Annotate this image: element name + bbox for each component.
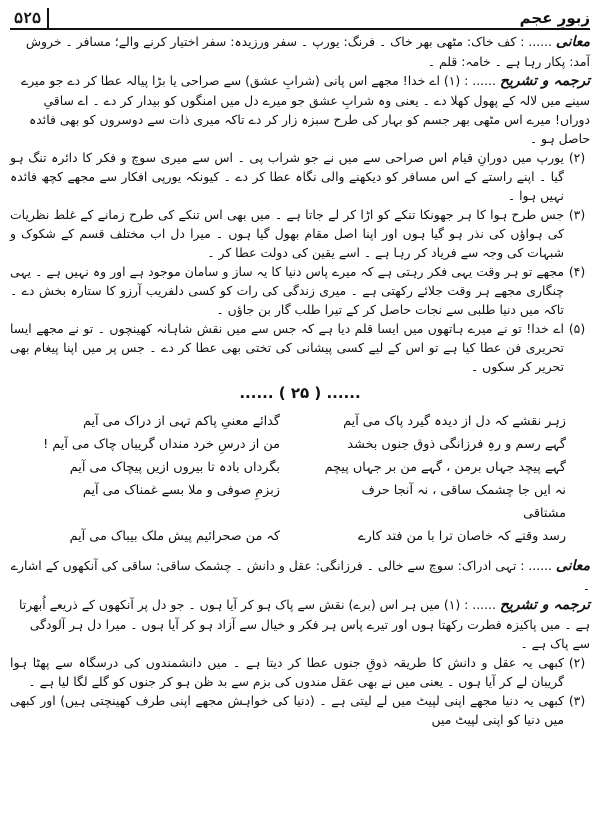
item-text: یورپ میں دورانِ قیام اس صراحی سے میں نے جو شراب پی ۔ اس سے میری سوچ و فکر کا دائرہ تنگ ہو گیا ۔ اپنے راستے کے اس مسافر کو دیکھنے والی نگاہ عطا کر دے ۔ کیونکہ یورپی افکار سے مجھے کچھ فائدہ نہیں ہوا ۔ bbox=[10, 150, 564, 203]
section-1 bbox=[10, 32, 590, 376]
explanation-item bbox=[10, 262, 590, 319]
item-text: کبھی یہ دنیا مجھے اپنی لپیٹ میں لے لیتی ہے ۔ (دنیا کی خواہش مجھے اپنی طرف کھینچتی ہیں) اور کبھی میں دنیا کو اپنی لپیٹ میں bbox=[10, 693, 564, 727]
section-2 bbox=[10, 556, 590, 729]
explanation-item bbox=[10, 691, 590, 729]
verse-line: من از درسِ خرد منداں گریباں چاک می آیم ! bbox=[43, 437, 280, 452]
verse-line: رسد وقتے کہ خاصان ترا با من فتد کارے bbox=[358, 529, 566, 544]
verse-line: نہ ایں جا چشمک ساقی ، نہ آنجا حرف مشتاقی bbox=[361, 483, 566, 521]
item-number: (۲) bbox=[568, 150, 586, 165]
tarjuma-block-2 bbox=[10, 595, 590, 653]
item-number: (۴) bbox=[568, 264, 586, 279]
item-number: (۲) bbox=[568, 655, 586, 670]
book-title: زبورِ عجم bbox=[519, 9, 590, 27]
explanation-item bbox=[10, 205, 590, 262]
item-text: مجھے تو ہر وقت یہی فکر رہتی ہے کہ میرے پاس دنیا کا یہ ساز و سامان موجود ہے اور وہ نہیں ہے ۔ یہی چنگاری مجھے ہر وقت جلائے رکھتی ہے ۔ میری زندگی کی رات کو کسی دلفریب آرزو کا ستارہ بخش دے ۔ تاکہ میں دنیا طلبی سے نجات حاصل کر کے تیرا طلب گار بن جاؤں ۔ bbox=[10, 264, 564, 317]
item-number: (۵) bbox=[568, 321, 586, 336]
maani-text: ...... : کف خاک: مٹھی بھر خاک ۔ فرنگ: یورپ ۔ سفر ورزیدہ: سفر اختیار کرنے والے؛ مسافر ۔ خروش آمد: پکار رہا ہے ۔ خامہ: قلم ۔ bbox=[25, 34, 590, 69]
tarjuma-heading: ترجمہ و تشریح bbox=[499, 597, 590, 613]
maani-heading: معانی bbox=[555, 558, 590, 574]
page-header bbox=[10, 6, 590, 30]
tarjuma-block-1 bbox=[10, 71, 590, 148]
item-text: کبھی یہ عقل و دانش کا طریقہ ذوقِ جنوں عطا کر دیتا ہے ۔ میں دانشمندوں کی درسگاہ سے پھٹا ہوا گریبان لے کر آیا ہوں ۔ یعنی میں نے بھی عقل مندوں کی بزم سے بد ظن ہو کر جنوں کو گلے لگا لیا ہے ۔ bbox=[10, 655, 564, 689]
explanation-item bbox=[10, 319, 590, 376]
item-text: اے خدا! تو نے میرے ہاتھوں میں ایسا قلم دیا ہے کہ جس سے میں نقش شاہانہ کھینچوں ۔ تو نے مجھے ایسا تحریری فن عطا کیا ہے تو اس کے لیے کسی پیشانی کی تختی بھی عطا کر دے ۔ جس پر میں اپنا پیغام بھی تحریر کر سکوں ۔ bbox=[10, 321, 564, 374]
tarjuma-intro: ...... : (۱) اے خدا! مجھے اس پانی (شرابِ عشق) سے صراحی یا بڑا پیالہ عطا کر دے جو میرے سینے میں لالہ کے پھول کھلا دے ۔ یعنی وہ شرابِ عشق جو میرے دل میں امنگوں کو بیدار کر دے ۔ اے ساقیِ دوراں! میرے اس مٹھی بھر جسم کو بہار کی طرح سبزہ زار کر دے تاکہ میری ذات سے دوسروں کو بھی فائدہ حاصل ہو ۔ bbox=[20, 73, 590, 146]
verse-line: زبزمِ صوفی و ملا بسے غمناک می آیم bbox=[82, 483, 280, 498]
verse-line: گہے رسم و رہِ فرزانگی ذوق جنوں بخشد bbox=[347, 437, 566, 452]
explanation-item bbox=[10, 653, 590, 691]
explanation-item bbox=[10, 148, 590, 205]
tarjuma-heading: ترجمہ و تشریح bbox=[499, 73, 590, 89]
maani-text: ...... : تہی ادراک: سوچ سے خالی ۔ فرزانگی: عقل و دانش ۔ چشمک ساقی: ساقی کی آنکھوں کے اشارے ۔ bbox=[10, 558, 590, 593]
verse-line: زہر نقشے کہ دل از دیدہ گیرد پاک می آیم bbox=[343, 414, 566, 429]
item-text: جس طرح ہوا کا ہر جھونکا تنکے کو اڑا کر لے جاتا ہے ۔ میں بھی اس تنکے کی طرح زمانے کے غلط نظریات کی ہواؤں کی نذر ہو گیا ہوں اور اپنا اصل مقام بھول گیا ہوں ۔ میرا دل اب مختلف قسم کے شکوک و شبہات کی وجہ سے فریاد کر رہا ہے ۔ اسے یقین کی دولت عطا کر ۔ bbox=[10, 207, 564, 260]
verse-line: گدائے معنیِ پاکم تہی از دراک می آیم bbox=[82, 414, 280, 429]
verse-line: کہ من صحرائیم پیش ملک بیباک می آیم bbox=[69, 529, 280, 544]
page-number: ۵۲۵ bbox=[10, 8, 49, 28]
item-number: (۳) bbox=[568, 207, 586, 222]
ghazal-number: ...... ( ۲۵ ) ...... bbox=[239, 384, 361, 402]
verse-line: بگرداں بادہ تا بیروں ازیں پیچاک می آیم bbox=[69, 460, 280, 475]
maani-block-2 bbox=[10, 556, 590, 595]
verse-line: گہے پیچد جہاں برمن ، گہے من بر جہاں پیچم bbox=[324, 460, 566, 475]
maani-heading: معانی bbox=[555, 34, 590, 50]
item-number: (۳) bbox=[568, 693, 586, 708]
maani-block-1 bbox=[10, 32, 590, 71]
ghazal-verses bbox=[10, 410, 590, 548]
tarjuma-intro: ...... : (۱) میں ہر اس (برے) نقش سے پاک ہو کر آیا ہوں ۔ جو دل پر آنکھوں کے ذریعے اُبھرتا ہے ۔ میں پاکیزہ فطرت رکھتا ہوں اور تیرے پاس ہر فکر و خیال سے آزاد ہو کر آیا ہوں ۔ میرا دل ہر آلودگی سے پاک ہے ۔ bbox=[19, 597, 590, 651]
